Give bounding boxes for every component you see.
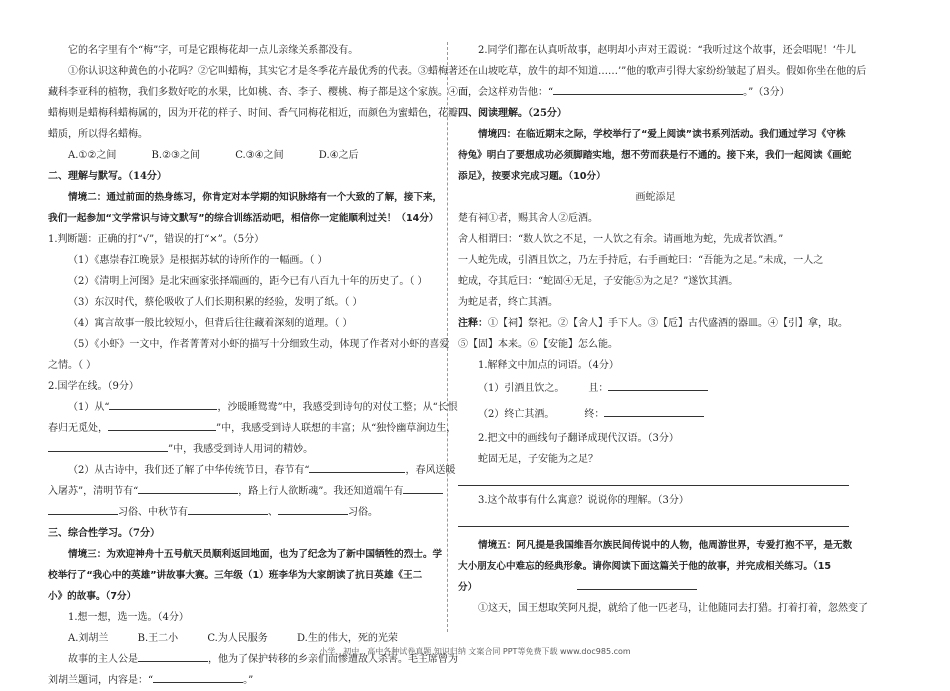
judge-item-tail: 之情。（ ） [48, 360, 97, 371]
answer-blank[interactable] [109, 397, 217, 410]
text-line: 藏科李亚科的植物，我们多数好吃的水果，比如桃、杏、李子、樱桃、梅子都是这个家族。④而 [48, 87, 468, 98]
judge-item: （4）寓言故事一般比较短小，但背后往往藏着深刻的道理。（ ） [68, 318, 353, 329]
text-line: 2.同学们都在认真听故事，赵明却小声对王霞说：“我听过这个故事，还会唱呢！‘牛儿 [478, 45, 856, 56]
story-line: 为蛇足者，终亡其酒。 [458, 297, 558, 308]
situation-5-intro: 大小朋友心中难忘的经典形象。请你阅读下面这篇关于他的故事，并完成相关练习。（15 [458, 561, 832, 572]
fill-line: （2）终亡其酒。 终： [458, 402, 853, 428]
option-d: D.④之后 [318, 150, 359, 161]
right-column [458, 40, 868, 619]
story-title: 画蛇添足 [635, 192, 676, 203]
judge-item: （2）《清明上河图》是北宋画家张择端画的，距今已有八百九十年的历史了。（ ） [68, 276, 428, 287]
story-title-blank[interactable] [577, 577, 697, 590]
fill-line: 春归无觅处， ”中，我感受到诗人联想的丰富；从“独怜幽草涧边生， [48, 418, 438, 439]
answer-blank[interactable] [278, 502, 348, 515]
notes-line: 注释：①【祠】祭祀。②【舍人】手下人。③【卮】古代盛酒的器皿。④【引】拿，取。 [458, 318, 848, 329]
question-title: 1.想一想，选一选。（4分） [68, 612, 189, 623]
fill-line: 习俗、中秋节有 、 习俗。 [48, 502, 438, 523]
fill-line: （1）从“ ，沙暖睡鸳鸯”中，我感受到诗句的对仗工整；从“长恨 [48, 397, 438, 418]
answer-blank[interactable] [48, 439, 168, 452]
answer-blank[interactable] [553, 82, 743, 95]
fill-line: 故事的主人公是 ，他为了保护转移的乡亲们而惨遭敌人杀害。毛主席曾为 [48, 649, 438, 670]
fill-line: ”中，我感受到诗人用词的精妙。 [48, 439, 438, 460]
options-row [48, 145, 438, 166]
text-line: 还在山坡吃草，放牛的却不知道……’”他的歌声引得大家纷纷皱起了眉头。假如你坐在他的后 [458, 66, 867, 77]
left-column [48, 40, 468, 691]
answer-blank[interactable] [108, 418, 216, 431]
situation-3-intro: 校举行了“我心中的英雄”讲故事大赛。三年级（1）班李华为大家朗读了抗日英雄《王二 [48, 570, 423, 581]
fill-line: 刘胡兰题词，内容是：“ 。” [48, 670, 438, 691]
fill-line: 入屠苏”，清明节有“ ，路上行人欲断魂”。我还知道端午有 [48, 481, 438, 502]
story-line: 一人蛇先成，引酒且饮之，乃左手持卮，右手画蛇曰：“吾能为之足。”未成，一人之 [458, 255, 824, 266]
answer-blank[interactable] [403, 481, 443, 494]
situation-4-intro: 情境四：在临近期末之际，学校举行了“爱上阅读”读书系列活动。我们通过学习《守株 [478, 129, 846, 140]
option-b: B.②③之间 [151, 150, 200, 161]
section-2-title: 二、理解与默写。（14分） [48, 171, 167, 182]
situation-4-intro: 添足》，按要求完成习题。（10分） [458, 171, 606, 182]
judge-item: （1）《惠崇春江晚景》是根据苏轼的诗所作的一幅画。（ ） [68, 255, 328, 266]
question-title: 2.把文中的画线句子翻译成现代汉语。（3分） [478, 433, 679, 444]
story-line: 楚有祠①者，赐其舍人②卮酒。 [458, 213, 598, 224]
option-a: A.①②之间 [68, 150, 117, 161]
answer-line[interactable] [458, 470, 849, 486]
fill-line: 面，会这样劝告他：“ 。”（3分） [458, 82, 853, 103]
section-4-title: 四、阅读理解。（25分） [458, 108, 567, 119]
text-line: ①你认识这种黄色的小花吗？②它叫蜡梅，其实它才是冬季花卉最优秀的代表。③蜡梅著 [68, 66, 458, 77]
story-line: ①这天，国王想取笑阿凡提，就给了他一匹老马，让他随同去打猎。打着打着，忽然变了 [478, 603, 868, 614]
text-line: 它的名字里有个“梅”字，可是它跟梅花却一点儿亲缘关系都没有。 [68, 45, 359, 56]
fill-line: （2）从古诗中，我们还了解了中华传统节日，春节有“ ，春风送暖 [48, 460, 438, 481]
question-title: 1.解释文中加点的词语。（4分） [478, 360, 619, 371]
situation-5-intro: 分） [458, 577, 853, 598]
story-line: 蛇成，夺其卮曰：“蛇固④无足，子安能⑤为之足？”遂饮其酒。 [458, 276, 739, 287]
question-title: 3.这个故事有什么寓意？说说你的理解。（3分） [478, 495, 689, 506]
answer-blank[interactable] [608, 378, 708, 391]
text-line: 蜡质，所以得名蜡梅。 [48, 129, 148, 140]
fill-line: （1）引酒且饮之。 且： [458, 376, 853, 402]
answer-line[interactable] [458, 511, 849, 527]
section-3-title: 三、综合性学习。（7分） [48, 528, 160, 539]
situation-5-intro: 情境五：阿凡提是我国维吾尔族民间传说中的人物，他周游世界，专爱打抱不平，是无数 [478, 540, 853, 551]
answer-blank[interactable] [309, 460, 405, 473]
answer-blank[interactable] [604, 404, 704, 417]
notes-label: 注释： [458, 318, 488, 329]
situation-3-intro: 小》的故事。（7分） [48, 591, 137, 602]
options-row: A.刘胡兰 B.王二小 C.为人民服务 D.生的伟大，死的光荣 [68, 633, 398, 644]
situation-2-intro: 我们一起参加“文学常识与诗文默写”的综合训练活动吧，相信你一定能顺利过关！（14分） [48, 213, 439, 224]
situation-2-intro: 情境二：通过前面的热身练习，你肯定对本学期的知识脉络有一个大致的了解，接下来， [68, 192, 443, 203]
judge-item: （5）《小虾》一文中，作者菁菁对小虾的描写十分细致生动，体现了作者对小虾的喜爱 [68, 339, 450, 350]
text-line: 蜡梅则是蜡梅科蜡梅属的，因为开花的样子、时间、香气同梅花相近，而颜色为蜜蜡色，花瓣 [48, 108, 458, 119]
story-line: 舍人相谓曰：“数人饮之不足，一人饮之有余。请画地为蛇，先成者饮酒。” [458, 234, 784, 245]
question-2-title: 2.国学在线。（9分） [48, 381, 139, 392]
question-1-title: 1.判断题：正确的打“√”，错误的打“×”。（5分） [48, 234, 265, 245]
judge-item: （3）东汉时代，蔡伦吸收了人们长期积累的经验，发明了纸。（ ） [68, 297, 363, 308]
situation-3-intro: 情境三：为欢迎神舟十五号航天员顺利返回地面，也为了纪念为了新中国牺牲的烈士。学 [68, 549, 443, 560]
situation-4-intro: 待兔》明白了要想成功必须脚踏实地，想不劳而获是行不通的。接下来，我们一起阅读《画蛇 [458, 150, 852, 161]
answer-blank[interactable] [188, 502, 268, 515]
page-footer: 小学、初中、高中各种试卷真题 知识归纳 文案合同 PPT等免费下载 www.doc985.com [319, 647, 631, 656]
answer-blank[interactable] [138, 481, 238, 494]
answer-blank[interactable] [48, 502, 118, 515]
notes-line: ⑤【固】本来。⑥【安能】怎么能。 [458, 339, 618, 350]
option-c: C.③④之间 [235, 150, 284, 161]
underlined-sentence: 蛇固无足，子安能为之足？ [478, 454, 598, 465]
